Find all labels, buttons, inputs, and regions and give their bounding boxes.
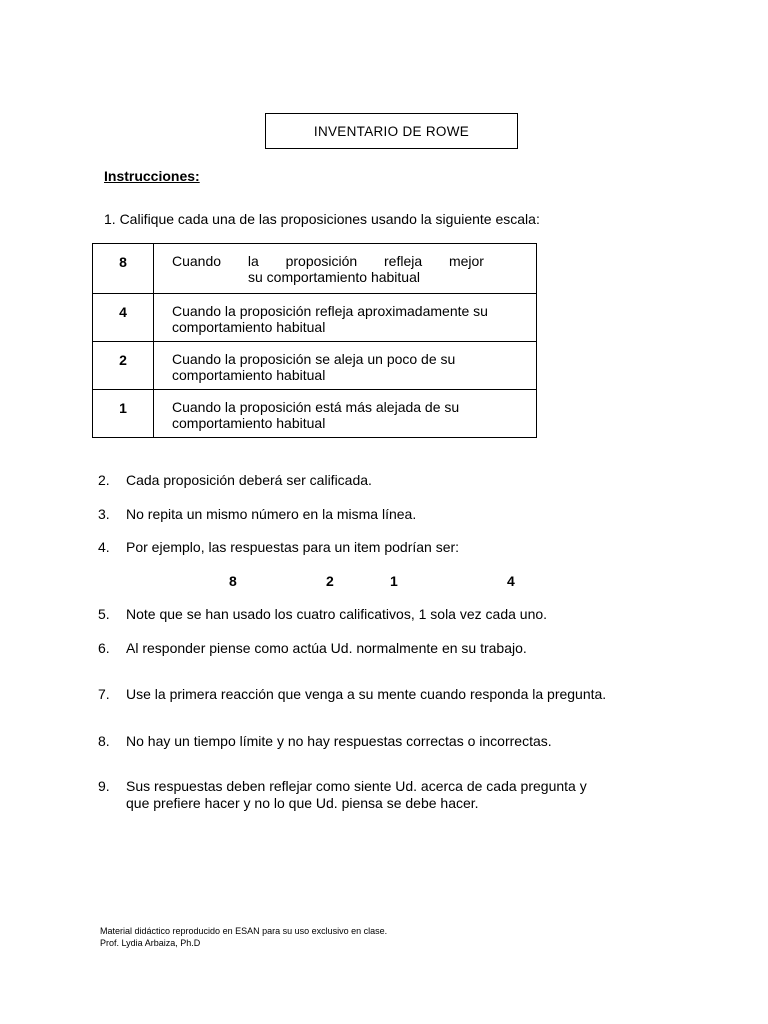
footer-line2: Prof. Lydia Arbaiza, Ph.D: [100, 938, 201, 948]
item-text: No hay un tiempo límite y no hay respuestas correctas o incorrectas.: [126, 733, 552, 749]
scale-description: [154, 390, 537, 438]
rating-scale-table: [92, 243, 537, 438]
item-number: 2.: [98, 472, 110, 488]
scale-description-line1: Cuando la proposición está más alejada de su: [172, 399, 460, 415]
item-number: 9.: [98, 778, 110, 794]
item-number: 7.: [98, 686, 110, 702]
instruction-item: [98, 506, 416, 523]
scale-description-line2: comportamiento habitual: [172, 319, 326, 335]
instruction-item: [98, 778, 587, 812]
scale-description: [154, 294, 537, 342]
instruction-item: [98, 686, 606, 703]
instruction-item: [98, 539, 459, 556]
item-text: Por ejemplo, las respuestas para un item podrían ser:: [126, 539, 460, 555]
item-text: No repita un mismo número en la misma línea.: [126, 506, 417, 522]
item-number: 8.: [98, 733, 110, 749]
item-text: Note que se han usado los cuatro calificativos, 1 sola vez cada uno.: [126, 606, 548, 622]
example-value: 1: [390, 573, 398, 589]
scale-word: proposición: [285, 253, 358, 269]
scale-description-line1: Cuando la proposición se aleja un poco de su: [172, 351, 456, 367]
scale-word: la: [247, 253, 259, 269]
footer-note: [100, 925, 387, 949]
example-value: 4: [507, 573, 515, 589]
item-text: Al responder piense como actúa Ud. normalmente en su trabajo.: [126, 640, 527, 656]
instruction-1: 1. Califique cada una de las proposiciones usando la siguiente escala:: [104, 211, 540, 227]
scale-description: [154, 342, 537, 390]
item-text: Use la primera reacción que venga a su mente cuando responda la pregunta.: [126, 686, 607, 702]
item-text-line1: Sus respuestas deben reflejar como siente Ud. acerca de cada pregunta y: [126, 778, 587, 794]
table-row: [93, 390, 537, 438]
instruction-item: [98, 606, 547, 623]
example-value: 8: [229, 573, 237, 589]
table-row: [93, 342, 537, 390]
instruction-item: [98, 472, 372, 489]
scale-description-line1: Cuando la proposición refleja aproximadamente su: [172, 303, 488, 319]
item-number: 6.: [98, 640, 110, 656]
scale-word: mejor: [448, 253, 484, 269]
item-text-line2: que prefiere hacer y no lo que Ud. piensa se debe hacer.: [126, 795, 479, 811]
scale-value: 2: [93, 342, 154, 390]
item-number: 3.: [98, 506, 110, 522]
instruction-item: [98, 733, 552, 750]
document-title: [265, 113, 518, 149]
table-row: [93, 294, 537, 342]
scale-description-line2: su comportamiento habitual: [248, 269, 420, 285]
scale-value: 4: [93, 294, 154, 342]
scale-description: [154, 244, 537, 294]
instruction-item: [98, 640, 527, 657]
item-number: 5.: [98, 606, 110, 622]
document-title-text: INVENTARIO DE ROWE: [313, 123, 470, 139]
footer-line1: Material didáctico reproducido en ESAN para su uso exclusivo en clase.: [100, 926, 388, 936]
item-text: [126, 778, 587, 812]
example-value: 2: [326, 573, 334, 589]
item-number: 4.: [98, 539, 110, 555]
scale-description-line2: comportamiento habitual: [172, 367, 326, 383]
scale-value: 8: [93, 244, 154, 294]
scale-description-line2: comportamiento habitual: [172, 415, 326, 431]
item-text: Cada proposición deberá ser calificada.: [126, 472, 372, 488]
instructions-heading: Instrucciones:: [104, 168, 200, 184]
scale-value: 1: [93, 390, 154, 438]
table-row: [93, 244, 537, 294]
scale-word: refleja: [384, 253, 423, 269]
scale-word: Cuando: [172, 253, 222, 269]
